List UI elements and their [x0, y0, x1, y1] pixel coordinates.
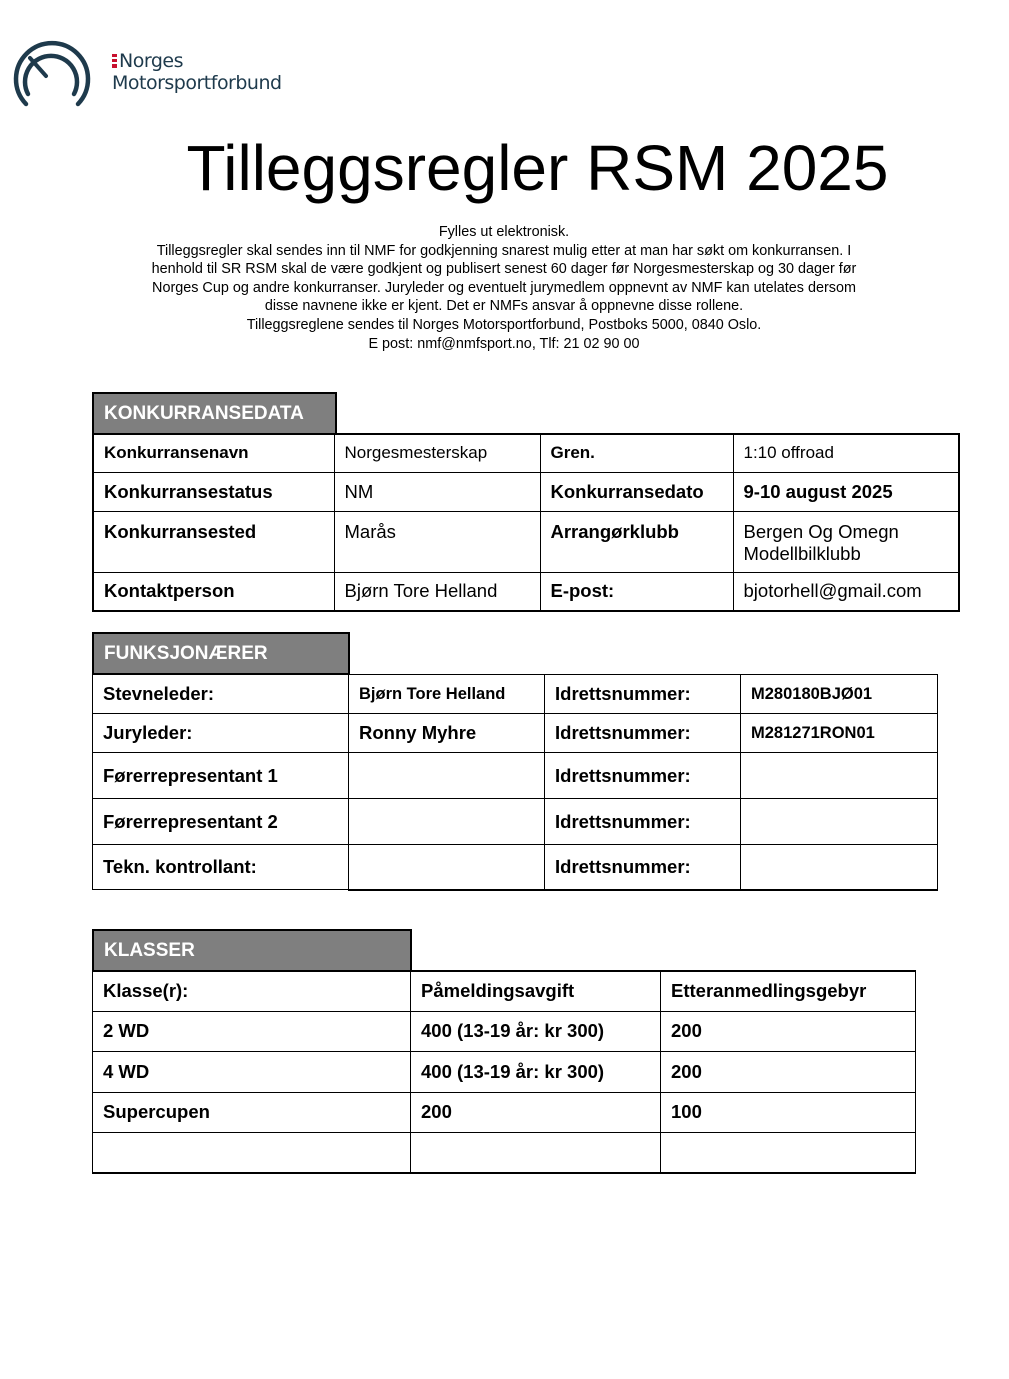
label-cell: Førerrepresentant 2 [93, 799, 349, 845]
table-row [93, 675, 938, 714]
section-header-funksjonaerer: FUNKSJONÆRER [92, 632, 350, 675]
label-cell: Juryleder: [93, 714, 349, 753]
label-cell: Tekn. kontrollant: [93, 845, 349, 890]
label-cell: Idrettsnummer: [545, 675, 741, 714]
late-fee-cell[interactable] [661, 1132, 916, 1173]
value-cell[interactable]: 9-10 august 2025 [733, 472, 959, 511]
value-cell[interactable] [349, 753, 545, 799]
table-row [93, 753, 938, 799]
label-cell: Idrettsnummer: [545, 845, 741, 890]
intro-line: disse navnene ikke er kjent. Det er NMFs ansvar å oppnevne disse rollene. [264, 298, 744, 315]
intro-line: Tilleggsregler skal sendes inn til NMF for godkjenning snarest mulig etter at man har søkt om konkurransen. I [156, 242, 852, 259]
column-header: Etteranmedlingsgebyr [661, 971, 916, 1011]
value-cell[interactable]: 1:10 offroad [733, 434, 959, 472]
norway-flag-bars-icon [112, 54, 117, 68]
value-cell[interactable]: Bergen Og Omegn Modellbilklubb [733, 511, 959, 572]
fee-cell[interactable]: 200 [411, 1092, 661, 1132]
table-row [93, 799, 938, 845]
table-row [93, 1092, 916, 1132]
intro-line: Tilleggsreglene sendes til Norges Motorsportforbund, Postboks 5000, 0840 Oslo. [246, 316, 762, 333]
table-row [93, 472, 959, 511]
label-cell: Konkurransested [93, 511, 334, 572]
value-cell[interactable] [349, 799, 545, 845]
label-cell: E-post: [540, 572, 733, 611]
funksjonaerer-table [92, 674, 938, 891]
label-cell: Gren. [540, 434, 733, 472]
value-cell[interactable]: Marås [334, 511, 540, 572]
value-cell[interactable]: NM [334, 472, 540, 511]
label-cell: Idrettsnummer: [545, 714, 741, 753]
class-cell[interactable]: 4 WD [93, 1051, 411, 1092]
table-header-row [93, 971, 916, 1011]
speedometer-arc-logo-icon [8, 34, 94, 110]
value-cell[interactable]: Ronny Myhre [349, 714, 545, 753]
section-header-klasser: KLASSER [92, 929, 412, 972]
brand-line1: Norges [119, 50, 183, 72]
value-cell[interactable]: Bjørn Tore Helland [349, 675, 545, 714]
value-cell[interactable]: M280180BJØ01 [741, 675, 938, 714]
intro-line: henhold til SR RSM skal de være godkjent og publisert senest 60 dager før Norgesmesterskap og 30 dager før [151, 261, 857, 278]
class-cell[interactable]: 2 WD [93, 1011, 411, 1051]
page-title: Tilleggsregler RSM 2025 [186, 132, 889, 204]
late-fee-cell[interactable]: 200 [661, 1051, 916, 1092]
label-cell: Konkurransenavn [93, 434, 334, 472]
label-cell: Stevneleder: [93, 675, 349, 714]
label-cell: Idrettsnummer: [545, 799, 741, 845]
table-row [93, 1132, 916, 1173]
brand-name [112, 50, 282, 94]
konkurransedata-table [92, 433, 960, 612]
value-cell[interactable] [741, 845, 938, 890]
class-cell[interactable]: Supercupen [93, 1092, 411, 1132]
table-row [93, 434, 959, 472]
table-row [93, 1051, 916, 1092]
nmf-logo [8, 34, 308, 110]
fee-cell[interactable]: 400 (13-19 år: kr 300) [411, 1011, 661, 1051]
late-fee-cell[interactable]: 100 [661, 1092, 916, 1132]
label-cell: Konkurransestatus [93, 472, 334, 511]
klasser-table [92, 970, 916, 1174]
fee-cell[interactable] [411, 1132, 661, 1173]
table-row [93, 1011, 916, 1051]
column-header: Klasse(r): [93, 971, 411, 1011]
brand-line2: Motorsportforbund [112, 72, 282, 94]
class-cell[interactable] [93, 1132, 411, 1173]
column-header: Påmeldingsavgift [411, 971, 661, 1011]
section-header-konkurransedata: KONKURRANSEDATA [92, 392, 337, 435]
label-cell: Kontaktperson [93, 572, 334, 611]
table-row [93, 845, 938, 890]
label-cell: Førerrepresentant 1 [93, 753, 349, 799]
late-fee-cell[interactable]: 200 [661, 1011, 916, 1051]
table-row [93, 714, 938, 753]
value-cell[interactable]: Bjørn Tore Helland [334, 572, 540, 611]
value-cell[interactable]: M281271RON01 [741, 714, 938, 753]
intro-line: Norges Cup og andre konkurranser. Juryleder og eventuelt jurymedlem oppnevnt av NMF kan utelates dersom [152, 279, 856, 296]
label-cell: Idrettsnummer: [545, 753, 741, 799]
value-cell[interactable] [349, 845, 545, 890]
value-cell[interactable] [741, 799, 938, 845]
label-cell: Arrangørklubb [540, 511, 733, 572]
intro-line: Fylles ut elektronisk. [438, 224, 570, 240]
value-cell[interactable]: bjotorhell@gmail.com [733, 572, 959, 611]
label-cell: Konkurransedato [540, 472, 733, 511]
value-cell[interactable]: Norgesmesterskap [334, 434, 540, 472]
value-cell[interactable] [741, 753, 938, 799]
intro-text [100, 223, 908, 353]
table-row [93, 511, 959, 572]
fee-cell[interactable]: 400 (13-19 år: kr 300) [411, 1051, 661, 1092]
intro-line: E post: nmf@nmfsport.no, Tlf: 21 02 90 00 [368, 335, 640, 352]
table-row [93, 572, 959, 611]
